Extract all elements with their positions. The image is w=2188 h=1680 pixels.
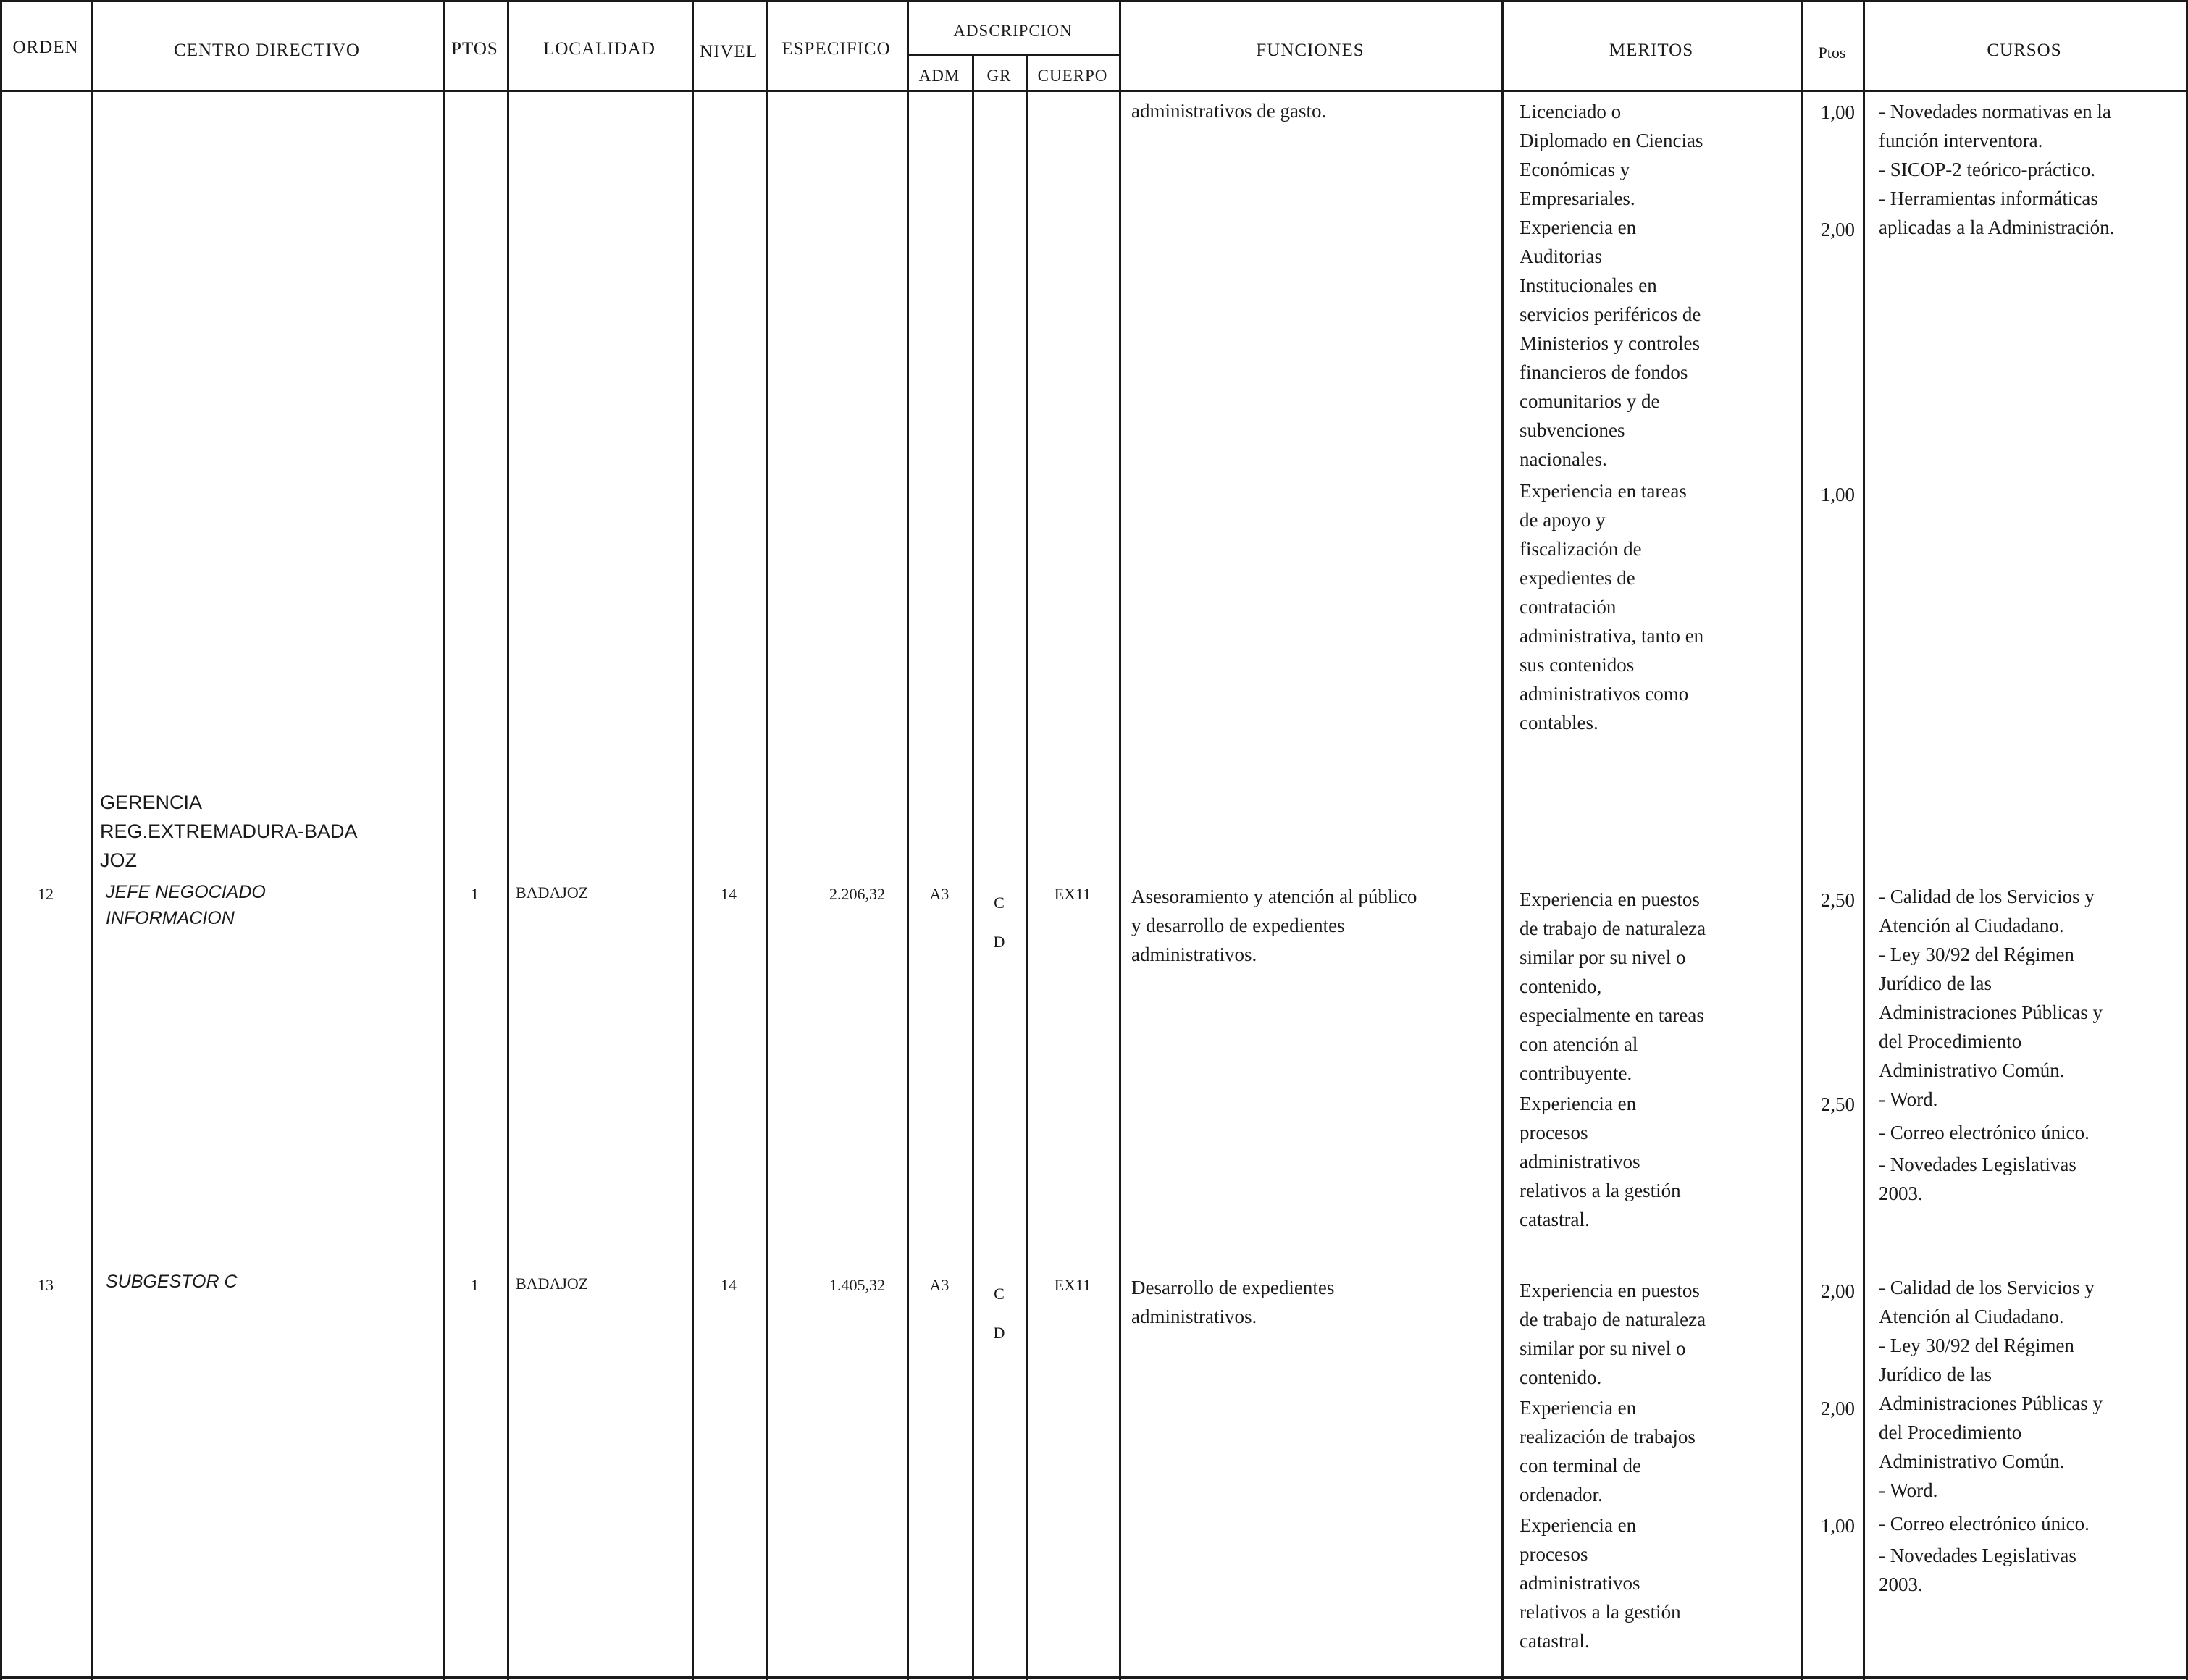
especifico-cell: 1.405,32 bbox=[829, 1276, 885, 1294]
col-header-adscripcion: ADSCRIPCION bbox=[953, 22, 1073, 40]
col-header-localidad: LOCALIDAD bbox=[543, 39, 655, 59]
col-header-centro-directivo: CENTRO DIRECTIVO bbox=[174, 41, 360, 60]
merit-points: 1,00 bbox=[1820, 484, 1855, 505]
merit-points: 2,00 bbox=[1820, 1398, 1855, 1419]
localidad-cell: BADAJOZ bbox=[516, 1274, 589, 1293]
col-header-orden: ORDEN bbox=[12, 38, 79, 57]
cursos-list: - Novedades normativas en la función interventora. - SICOP-2 teórico-práctico. - Herramientas informáticas aplicadas a la Administración. bbox=[1879, 101, 2115, 238]
col-header-gr: GR bbox=[986, 67, 1012, 85]
nivel-cell: 14 bbox=[721, 885, 737, 903]
group-header: GERENCIA REG.EXTREMADURA-BADA JOZ bbox=[100, 791, 358, 871]
orden-cell: 13 bbox=[38, 1276, 54, 1294]
col-header-meritos: MERITOS bbox=[1609, 41, 1694, 60]
puesto-cell: SUBGESTOR C bbox=[106, 1272, 238, 1292]
merit-item: Experiencia en procesos administrativos relativos a la gestión catastral. bbox=[1520, 1093, 1681, 1230]
merit-points: 2,50 bbox=[1820, 1093, 1855, 1115]
col-header-ptos-meritos: Ptos bbox=[1818, 43, 1846, 62]
cursos-list: - Calidad de los Servicios y Atención al Ciudadano. - Ley 30/92 del Régimen Jurídico de las Administraciones Públicas y del Procedimiento Administrativo Común. - Word. - Correo electrónico único. - Novedades Legislativas 2003. bbox=[1879, 1277, 2103, 1595]
gr-cell: C D bbox=[993, 894, 1005, 951]
merit-points: 1,00 bbox=[1820, 101, 1855, 123]
puesto-cell: JEFE NEGOCIADO INFORMACION bbox=[106, 882, 266, 928]
cursos-list: - Calidad de los Servicios y Atención al Ciudadano. - Ley 30/92 del Régimen Jurídico de las Administraciones Públicas y del Procedimiento Administrativo Común. - Word. - Correo electrónico único. - Novedades Legislativas 2003. bbox=[1879, 886, 2103, 1204]
col-header-adm: ADM bbox=[918, 67, 960, 85]
localidad-cell: BADAJOZ bbox=[516, 883, 589, 902]
cuerpo-cell: EX11 bbox=[1054, 885, 1091, 903]
merit-points: 1,00 bbox=[1820, 1515, 1855, 1537]
col-header-cuerpo: CUERPO bbox=[1037, 67, 1108, 85]
col-header-funciones: FUNCIONES bbox=[1256, 41, 1365, 60]
col-header-ptos: PTOS bbox=[451, 39, 498, 59]
merit-item: Experiencia en puestos de trabajo de naturaleza similar por su nivel o contenido, especialmente en tareas con atención al contribuyente. bbox=[1520, 889, 1706, 1084]
merit-item: Experiencia en puestos de trabajo de naturaleza similar por su nivel o contenido. bbox=[1520, 1280, 1706, 1388]
cuerpo-cell: EX11 bbox=[1054, 1276, 1091, 1294]
gr-cell: C D bbox=[993, 1285, 1005, 1342]
ptos-cell: 1 bbox=[471, 885, 479, 903]
funciones-cell: Asesoramiento y atención al público y desarrollo de expedientes administrativos. bbox=[1131, 886, 1417, 965]
adm-cell: A3 bbox=[929, 885, 950, 903]
merit-points: 2,50 bbox=[1820, 889, 1855, 911]
col-header-nivel: NIVEL bbox=[700, 42, 758, 62]
col-header-especifico: ESPECIFICO bbox=[781, 39, 891, 59]
merit-item: Experiencia en Auditorias Institucionales en servicios periféricos de Ministerios y controles financieros de fondos comunitarios y de subvenciones nacionales. bbox=[1520, 217, 1701, 470]
merit-item: Experiencia en tareas de apoyo y fiscalización de expedientes de contratación administrativa, tanto en sus contenidos administrativos como contables. bbox=[1520, 480, 1704, 734]
funciones-text: administrativos de gasto. bbox=[1131, 100, 1327, 122]
merit-item: Experiencia en procesos administrativos relativos a la gestión catastral. bbox=[1520, 1514, 1681, 1652]
col-header-cursos: CURSOS bbox=[1987, 41, 2062, 60]
ptos-cell: 1 bbox=[471, 1276, 479, 1294]
orden-cell: 12 bbox=[38, 885, 54, 903]
merit-item: Experiencia en realización de trabajos con terminal de ordenador. bbox=[1520, 1397, 1696, 1505]
merit-item: Licenciado o Diplomado en Ciencias Económicas y Empresariales. bbox=[1520, 101, 1703, 209]
funciones-cell: Desarrollo de expedientes administrativos. bbox=[1131, 1277, 1335, 1327]
nivel-cell: 14 bbox=[721, 1276, 737, 1294]
adm-cell: A3 bbox=[929, 1276, 950, 1294]
merit-points: 2,00 bbox=[1820, 219, 1855, 240]
especifico-cell: 2.206,32 bbox=[829, 885, 885, 903]
merit-points: 2,00 bbox=[1820, 1280, 1855, 1302]
